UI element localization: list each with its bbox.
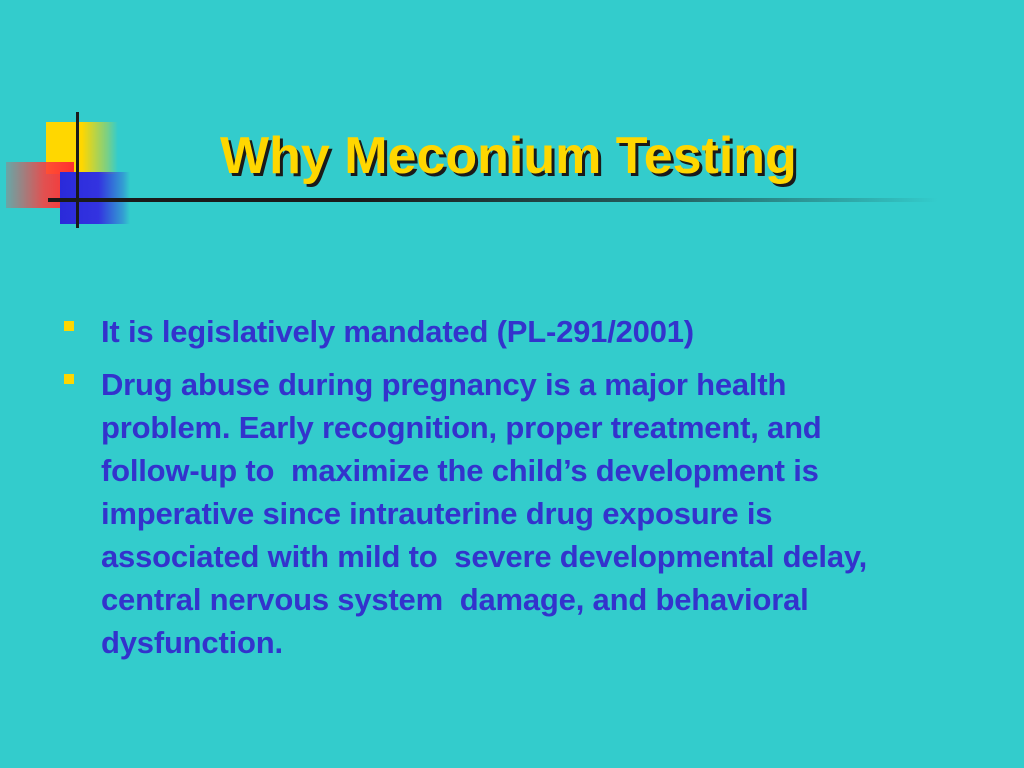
- bullet-list: [64, 310, 944, 674]
- decorative-logo-graphic: [0, 0, 140, 240]
- bullet-item: [64, 310, 944, 353]
- bullet-text: It is legislatively mandated (PL-291/2001): [101, 314, 694, 349]
- vertical-rule-decoration: [76, 112, 79, 228]
- bullet-text: Drug abuse during pregnancy is a major health problem. Early recognition, proper treatment, and follow-up to maximize the child’s development is imperative since intrauterine drug exposure is associated with mild to severe developmental delay, central nervous system damage, and behavioral dysfunction.: [101, 367, 868, 660]
- slide-title: Why Meconium Testing: [220, 127, 797, 185]
- bullet-item: [64, 363, 944, 664]
- title-underline-rule: [48, 198, 938, 202]
- square-bullet-icon: [64, 374, 74, 384]
- square-bullet-icon: [64, 321, 74, 331]
